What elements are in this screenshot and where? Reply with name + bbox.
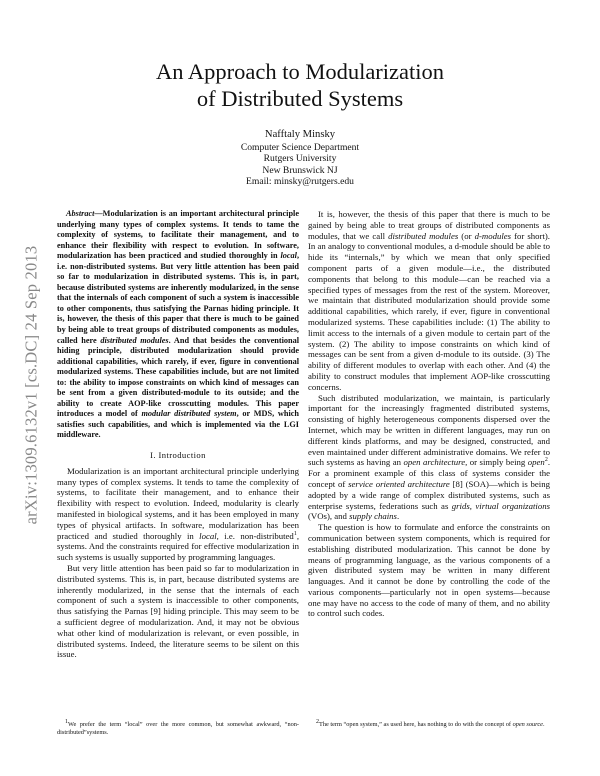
abstract-label: Abstract — [66, 209, 95, 218]
author-name: Nafftaly Minsky — [264, 129, 336, 140]
author-location: New Brunswick NJ — [262, 164, 338, 176]
author-block — [0, 128, 600, 188]
arxiv-sidebar-stamp — [19, 190, 43, 580]
author-department: Computer Science Department — [240, 142, 360, 153]
title-line-1: An Approach to Modularization — [155, 59, 445, 84]
footnote-ref-2: 2 — [544, 457, 548, 464]
footnote-2: $^2$The term “open system,” as used here, has nothing to do with the concept of open source. — [316, 718, 545, 728]
title-line-2: of Distributed Systems — [196, 86, 404, 111]
author-email: Email: minsky@rutgers.edu — [246, 176, 354, 188]
footnote-ref-1: 1 — [293, 530, 297, 537]
section-heading-introduction: I. Introduction — [150, 450, 206, 461]
intro-paragraph-2: But very little attention has been paid so far to modularization in distributed systems. This is, in part, because distributed systems are inherently modularized, in the sense that the internals of each component of such a system is inaccessible to other components, thus satisfying the Parnas [9] hiding principle. This may seem to be a sufficient degree of modularization. And, it may not be obvious what other kind of modularization is relevant, or even possible, in distributed systems. Indeed, the literature seems to be silent on this issue. — [57, 563, 299, 660]
footnote-marker-1: 1 — [65, 718, 68, 725]
footnote-1-text: We prefer the term “local” over the more common, but somewhat awkward, “non-distributed”systems. — [57, 721, 299, 736]
left-column — [57, 209, 299, 660]
arxiv-id: arXiv:1309.6132v1 [cs.DC] 24 Sep 2013 — [21, 245, 40, 525]
intro-paragraph-1: Modularization is an important architectural principle underlying many types of complex systems. It tends to tame the complexity of systems, to facilitate their management, and to enhance their flexibility with respect to evolution. Indeed, modularity is clearly manifested in biological systems, and it has been employed in many types of physical artifacts. In software, modularization has been practiced and studied thoroughly in local, i.e. non-distributed$^1$, systems. And the constraints required for effective modularization in such systems is usually supported by programming languages. — [57, 465, 299, 563]
author-university: Rutgers University — [263, 153, 337, 165]
intro-paragraph-4: Such distributed modularization, we maintain, is particularly important for the increasingly fragmented distributed systems, consisting of highly heterogeneous components dispersed over the Internet, which may be written in different languages, may run on different kinds platforms, and may be designed, constructed, and even maintained under different administrative domains. We refer to such systems as having an open architecture, or simply being open$^2$. For a prominent example of this class of systems consider the concept of service oriented architecture [8] (SOA)—which is being adopted by a wide range of complex distributed systems, such as enterprise systems, federations such as grids, virtual organizations (VOs), and supply chains. — [308, 392, 550, 522]
footnote-marker-2: 2 — [316, 718, 319, 725]
abstract: Abstract—Modularization is an important architectural principle underlying many types of complex systems. It tends to tame the complexity of systems, to facilitate their management, and to enhance their flexibility with respect to evolution. In software, modularization has been practiced and studied thoroughly in local, i.e. non-distributed systems. But very little attention has been paid so far to modularization in distributed systems. This is, in part, because distributed systems are inherently modularized, in the sense that the internals of each component of such a system is inaccessible to other components, thus satisfying the Parnas hiding principle. It is, however, the thesis of this paper that there is much to be gained by being able to treat groups of distributed components as modules, called here distributed modules. And that besides the conventional hiding principle, distributed modularization should provide additional capabilities, which rarely, if ever, figure in conventional modularized systems. These capabilities include, but are not limited to: the ability to impose constraints on which kind of messages can be sent from a given distributed-module to its outside; and the ability to create AOP-like crosscutting modules. This paper introduces a model of modular distributed system, or MDS, which satisfies such capabilities, and which is implemented via the LGI middleware. — [57, 209, 300, 440]
intro-paragraph-5: The question is how to formulate and enforce the constraints on communication between system components, which is required for establishing distributed modularization. This cannot be done by means of programming language, as the various components of a given distributed system may be written in many different languages. And it cannot be done by controlling the code of the various components—particularly not in open systems—because one may have no access to the code of many of them, and no ability to control such codes. — [308, 522, 550, 619]
intro-paragraph-3: It is, however, the thesis of this paper that there is much to be gained by being able to treat groups of distributed components as modules, that we call distributed modules (or d-modules for short). In an analogy to conventional modules, a d-module should be able to hide its “internals,” by which we mean that only specified component parts of a given module—i.e., the distributed components that belong to this module—can be reached via a specified types of messages from the rest of the system. Moreover, we maintain that distributed modularization should provide some additional capabilities, which rarely, if ever, figure in conventional modularized systems. These capabilities include: (1) The ability to limit access to the internals of a given module to certain part of the system. (2) The ability to impose constraints on which kind of messages can be sent from a given d-module to its outside. (3) The ability of different modules to overlap with each other. And (4) the ability to construct modules that implement AOP-like crosscutting concerns. — [308, 209, 550, 392]
right-column — [308, 209, 550, 619]
footnote-1 — [57, 718, 299, 736]
paper-title — [0, 58, 600, 112]
